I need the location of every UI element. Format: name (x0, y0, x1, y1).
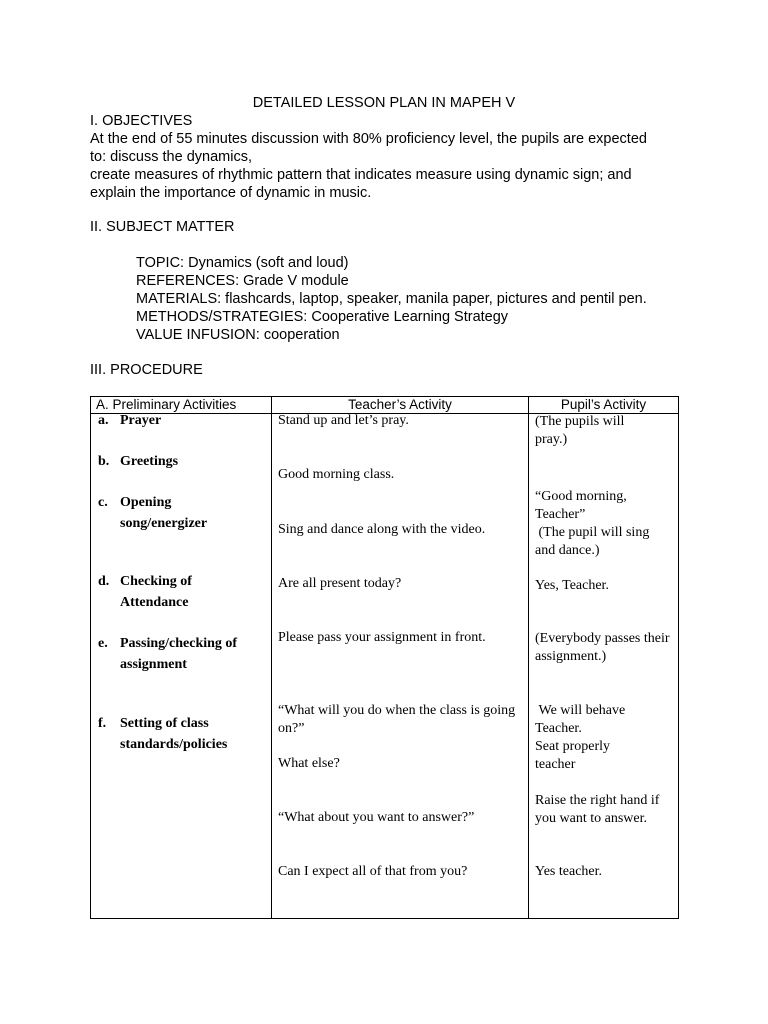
pupil-line: (The pupil will sing and dance.) (535, 525, 653, 558)
procedure-heading: III. PROCEDURE (90, 362, 203, 378)
pupil-line: We will behave Teacher. (535, 703, 629, 736)
objectives-line: explain the importance of dynamic in music. (90, 185, 372, 201)
activity-label: Passing/checking of assignment (120, 636, 238, 672)
pupil-line: Seat properly teacher (535, 739, 611, 772)
subject-matter-item: TOPIC: Dynamics (soft and loud) (136, 255, 349, 271)
teacher-line: Are all present today? (278, 576, 402, 591)
pupil-line: Yes teacher. (535, 864, 603, 879)
column-header-activities: A. Preliminary Activities (91, 397, 272, 414)
activity-label: Greetings (120, 454, 179, 469)
page-title: DETAILED LESSON PLAN IN MAPEH V (252, 95, 516, 111)
teacher-line: Stand up and let’s pray. (278, 413, 409, 428)
teacher-line: Good morning class. (278, 467, 395, 482)
activities-cell (91, 414, 272, 919)
activity-label: Opening song/energizer (120, 495, 208, 531)
activity-prefix: b. (98, 454, 110, 469)
activity-prefix: a. (98, 413, 109, 428)
subject-matter-item: METHODS/STRATEGIES: Cooperative Learning Strategy (136, 309, 509, 325)
objectives-line: At the end of 55 minutes discussion with 80% proficiency level, the pupils are expected (90, 131, 647, 147)
pupil-cell (529, 414, 679, 919)
activity-label: Prayer (120, 413, 162, 428)
pupil-line: (Everybody passes their assignment.) (535, 631, 670, 664)
subject-matter-list (136, 254, 647, 344)
pupil-line: Raise the right hand if you want to answer. (535, 793, 660, 826)
teacher-line: “What about you want to answer?” (278, 810, 475, 825)
objectives-line: create measures of rhythmic pattern that indicates measure using dynamic sign; and (90, 167, 632, 183)
teacher-line: Please pass your assignment in front. (278, 630, 486, 645)
teacher-cell (272, 414, 529, 919)
subject-matter-item: MATERIALS: flashcards, laptop, speaker, manila paper, pictures and pentil pen. (136, 291, 647, 307)
subject-matter-item: REFERENCES: Grade V module (136, 273, 349, 289)
activity-prefix: e. (98, 636, 108, 651)
subject-matter-item: VALUE INFUSION: cooperation (136, 327, 340, 343)
objectives-heading: I. OBJECTIVES (90, 113, 193, 129)
activity-label: Checking of Attendance (120, 574, 192, 610)
teacher-line: What else? (278, 756, 340, 771)
teacher-line: Sing and dance along with the video. (278, 522, 486, 537)
column-header-teacher: Teacher’s Activity (272, 397, 529, 414)
activity-prefix: f. (98, 716, 107, 731)
pupil-line: “Good morning, Teacher” (535, 489, 627, 522)
teacher-line: Can I expect all of that from you? (278, 864, 468, 879)
objectives-line: to: discuss the dynamics, (90, 149, 252, 165)
preliminary-activities-table (90, 396, 679, 919)
column-header-pupil: Pupil’s Activity (529, 397, 679, 414)
activity-label: Setting of class standards/policies (120, 716, 228, 752)
teacher-line: “What will you do when the class is going on?” (278, 703, 516, 736)
pupil-line: Yes, Teacher. (535, 578, 609, 593)
activity-prefix: d. (98, 574, 110, 589)
subject-matter-heading: II. SUBJECT MATTER (90, 219, 235, 235)
pupil-line: (The pupils will pray.) (535, 414, 625, 447)
activity-prefix: c. (98, 495, 108, 510)
table-row (91, 414, 679, 919)
